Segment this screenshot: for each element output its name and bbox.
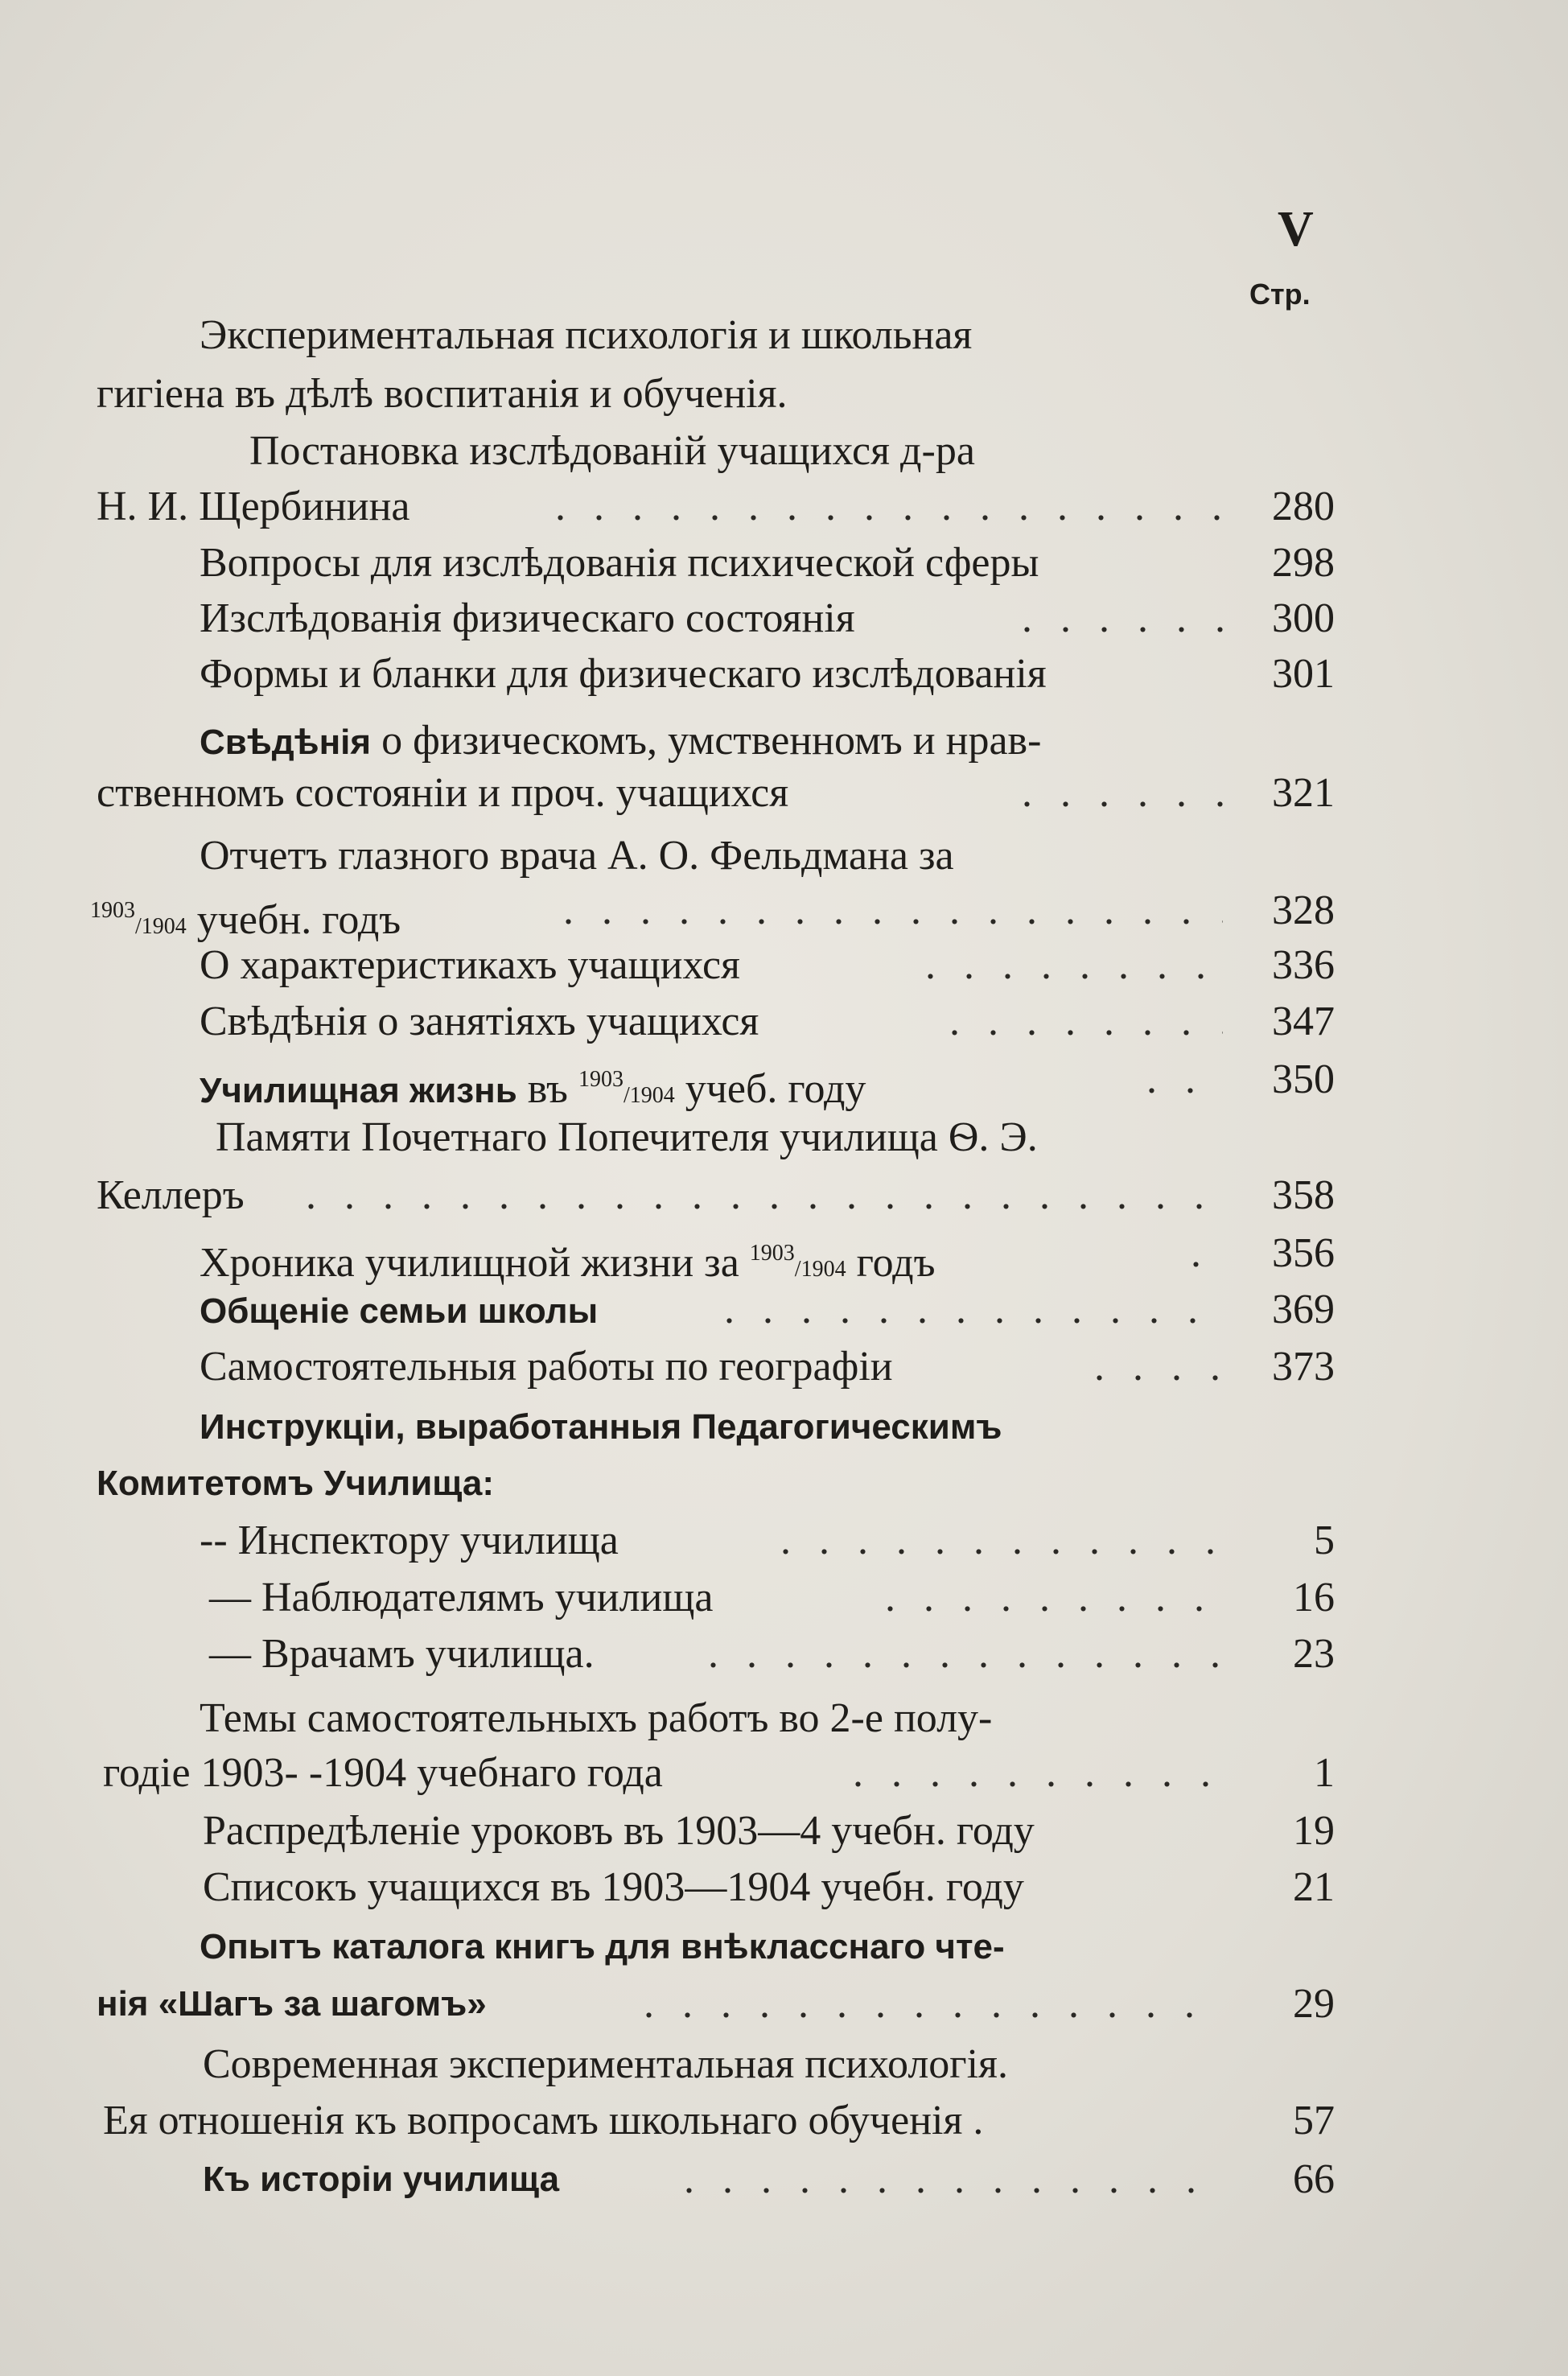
toc-line (0, 1859, 1568, 1917)
toc-entry-text: годіе 1903- -1904 учебнаго года (103, 1750, 663, 1796)
toc-entry-text: Самостоятельныя работы по географіи (200, 1344, 893, 1390)
toc-line (0, 1455, 1568, 1513)
toc-entry-text: Памяти Почетнаго Попечителя училища Ѳ. Э. (216, 1114, 1038, 1160)
toc-line (0, 1398, 1568, 1456)
toc-leader-dots (724, 1281, 1223, 1339)
toc-line (0, 1690, 1568, 1748)
toc-page-number: 23 (1293, 1631, 1335, 1677)
toc-entry-text: Отчетъ глазного врача А. О. Фельдмана за (200, 833, 954, 879)
toc-leader-dots (885, 1569, 1223, 1627)
toc-section-heading: Комитетомъ Училища: (97, 1464, 495, 1503)
toc-page-number: 57 (1293, 2098, 1335, 2143)
toc-heading-rest: учеб. году (685, 1066, 866, 1112)
toc-entry-text: -- Инспектору училища (200, 1517, 619, 1563)
toc-leader-dots (1022, 590, 1223, 648)
toc-line (0, 1512, 1568, 1570)
toc-leader-dots (1191, 1225, 1223, 1283)
toc-entry-text: Ея отношенія къ вопросамъ школьнаго обученія . (103, 2098, 984, 2143)
toc-section-heading: Инструкціи, выработанныя Педагогическимъ (200, 1407, 1002, 1447)
toc-page-number: 280 (1272, 484, 1335, 529)
toc-page-number: 66 (1293, 2156, 1335, 2202)
year-superscript: 1903 (90, 898, 135, 923)
page-column-header: Стр. (1249, 278, 1311, 311)
toc-line (0, 1225, 1568, 1286)
toc-line (0, 365, 1568, 423)
year-subscript: /1904 (623, 1083, 675, 1108)
toc-page-number: 356 (1272, 1230, 1335, 1276)
toc-page-number: 369 (1272, 1287, 1335, 1332)
toc-page-number: 300 (1272, 595, 1335, 641)
toc-entry-text: ственномъ состояніи и проч. учащихся (97, 770, 789, 816)
toc-line (0, 478, 1568, 536)
year-superscript: 1903 (578, 1067, 623, 1092)
toc-page-number: 358 (1272, 1172, 1335, 1218)
toc-page-number: 336 (1272, 942, 1335, 988)
toc-page-number: 350 (1272, 1056, 1335, 1102)
toc-page-number: 29 (1293, 1981, 1335, 2027)
toc-leader-dots (306, 1167, 1223, 1225)
toc-entry-rest: учебн. годъ (196, 897, 401, 943)
toc-entry-text: Свѣдѣнія о занятіяхъ учащихся (200, 999, 759, 1044)
toc-entry-text: Вопросы для изслѣдованія психической сферы (200, 540, 1039, 586)
toc-leader-dots (644, 1975, 1223, 2033)
toc-entry-text: Постановка изслѣдованій учащихся д-ра (249, 428, 975, 474)
toc-leader-dots (563, 882, 1223, 940)
toc-page-number: 5 (1314, 1517, 1335, 1563)
toc-line (0, 1281, 1568, 1339)
toc-entry-lead: Хроника училищной жизни за (200, 1240, 739, 1286)
toc-leader-dots (853, 1744, 1223, 1802)
toc-line (0, 1625, 1568, 1683)
toc-page-number: 16 (1293, 1575, 1335, 1620)
toc-line (0, 1744, 1568, 1802)
toc-entry-text: Н. И. Щербинина (97, 484, 410, 529)
toc-entry-text: Распредѣленіе уроковъ въ 1903—4 учебн. году (203, 1808, 1035, 1854)
toc-section-heading: Къ исторіи училища (203, 2160, 560, 2199)
toc-line (0, 827, 1568, 885)
toc-line (0, 422, 1568, 480)
toc-section-heading: нія «Шагъ за шагомъ» (97, 1984, 487, 2024)
toc-entry-text: Формы и бланки для физическаго изслѣдованія (200, 651, 1047, 697)
toc-page-number: 328 (1272, 887, 1335, 933)
year-subscript: /1904 (135, 914, 187, 939)
toc-entry-text: Келлеръ (97, 1172, 245, 1218)
toc-line (0, 307, 1568, 364)
toc-heading-bold: Общеніе семьи школы (200, 1291, 599, 1331)
toc-entry-heading (200, 712, 1041, 772)
toc-line (0, 937, 1568, 994)
toc-page-number: 1 (1314, 1750, 1335, 1796)
page-number: V (1278, 202, 1314, 257)
toc-leader-dots (684, 2151, 1223, 2209)
year-subscript: /1904 (794, 1257, 846, 1282)
toc-entry-text: Современная экспериментальная психологія. (203, 2041, 1008, 2087)
toc-entry-text: гигіена въ дѣлѣ воспитанія и обученія. (97, 371, 788, 417)
toc-entry-heading (200, 1281, 598, 1340)
toc-line (0, 590, 1568, 648)
toc-heading-bold: Училищная жизнь (200, 1071, 517, 1110)
toc-line (0, 712, 1568, 770)
toc-section-heading: Опытъ каталога книгъ для внѣкласснаго чте- (200, 1927, 1005, 1966)
toc-line (0, 1338, 1568, 1396)
toc-leader-dots (555, 478, 1223, 536)
toc-entry-text: Экспериментальная психологія и школьная (200, 312, 973, 358)
toc-line (0, 993, 1568, 1051)
toc-page-number: 21 (1293, 1864, 1335, 1910)
toc-page-number: 19 (1293, 1808, 1335, 1854)
toc-heading-bold: Свѣдѣнія (200, 723, 372, 762)
toc-entry-rest: годъ (856, 1240, 936, 1286)
toc-entry-text: Темы самостоятельныхъ работъ во 2-е полу- (200, 1695, 993, 1741)
toc-entry-text: О характеристикахъ учащихся (200, 942, 740, 988)
toc-entry-text: — Врачамъ училища. (209, 1631, 595, 1677)
toc-page-number: 321 (1272, 770, 1335, 816)
toc-line (0, 764, 1568, 822)
toc-page-number: 301 (1272, 651, 1335, 697)
toc-line (0, 1109, 1568, 1167)
toc-entry-text: Изслѣдованія физическаго состоянія (200, 595, 855, 641)
year-superscript: 1903 (749, 1241, 795, 1266)
toc-page-number: 373 (1272, 1344, 1335, 1390)
toc-line (0, 1569, 1568, 1627)
toc-heading-text: въ (527, 1066, 568, 1112)
toc-entry-text: — Наблюдателямъ училища (209, 1575, 714, 1620)
toc-line (0, 1802, 1568, 1860)
toc-line (0, 2151, 1568, 2209)
toc-heading-rest: о физическомъ, умственномъ и нрав- (381, 718, 1042, 764)
toc-line (0, 645, 1568, 703)
toc-line (0, 534, 1568, 592)
toc-leader-dots (1022, 764, 1223, 822)
toc-page-number: 298 (1272, 540, 1335, 586)
toc-line (0, 1167, 1568, 1225)
toc-leader-dots (925, 937, 1223, 994)
toc-line (0, 2092, 1568, 2150)
toc-leader-dots (1146, 1051, 1223, 1109)
toc-line (0, 1975, 1568, 2033)
toc-leader-dots (780, 1512, 1223, 1570)
toc-page-number: 347 (1272, 999, 1335, 1044)
toc-line (0, 882, 1568, 943)
toc-leader-dots (708, 1625, 1223, 1683)
toc-entry-text: Списокъ учащихся въ 1903—1904 учебн. году (203, 1864, 1024, 1910)
toc-line (0, 1918, 1568, 1976)
toc-line (0, 2036, 1568, 2094)
toc-leader-dots (1094, 1338, 1223, 1396)
toc-line (0, 1051, 1568, 1112)
toc-leader-dots (949, 993, 1223, 1051)
